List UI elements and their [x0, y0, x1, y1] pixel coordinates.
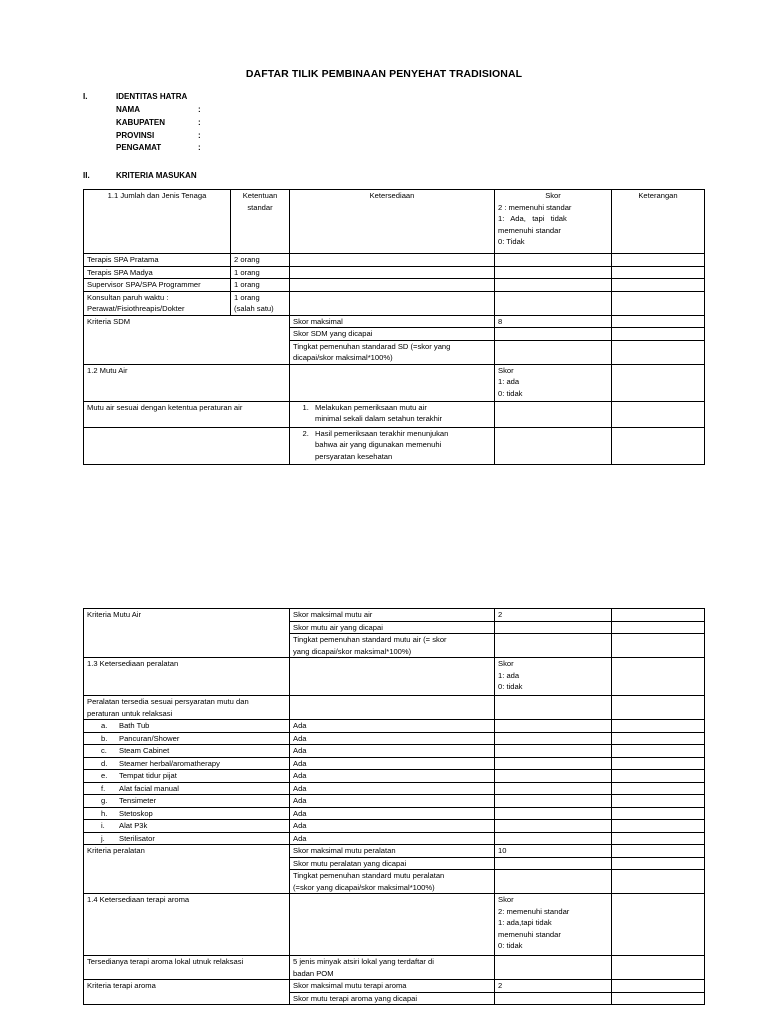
cell-equipment-status: Ada [290, 782, 495, 795]
item-letter: j. [101, 833, 105, 843]
item-letter: i. [101, 821, 105, 830]
field-label: PENGAMAT [116, 143, 162, 153]
cell-skor[interactable] [495, 820, 612, 833]
cell-keterangan[interactable] [612, 992, 705, 1005]
cell-skor-dicapai-label: Skor mutu terapi aroma yang dicapai [290, 992, 495, 1005]
cell-water-item-1 [290, 401, 495, 427]
table-row [84, 427, 705, 464]
cell-tingkat-pemenuhan [290, 340, 495, 364]
cell-keterangan[interactable] [612, 980, 705, 993]
cell-terapi-aroma-heading: 1.4 Ketersediaan terapi aroma [84, 894, 290, 956]
item-name: Steam Cabinet [119, 746, 170, 755]
item-letter: g. [101, 796, 108, 805]
table-row [84, 832, 705, 845]
table-row [84, 279, 705, 292]
cell-line: badan POM [293, 968, 334, 978]
cell-equipment-status: Ada [290, 807, 495, 820]
cell-skor[interactable] [495, 857, 612, 870]
cell-line: Skor [498, 659, 514, 668]
cell-keterangan[interactable] [612, 795, 705, 808]
cell-keterangan[interactable] [612, 757, 705, 770]
cell-line: 1: ada [498, 377, 520, 386]
header-ketentuan-standar [231, 190, 290, 254]
cell-line: dicapai/skor maksimal*100%) [293, 353, 393, 362]
cell-equipment-item [84, 720, 290, 733]
table-row [84, 956, 705, 980]
cell-skor-dicapai-label: Skor mutu peralatan yang dicapai [290, 857, 495, 870]
page-title: DAFTAR TILIK PEMBINAAN PENYEHAT TRADISIONAL [245, 68, 523, 80]
cell-equipment-item [84, 832, 290, 845]
cell-ketersediaan[interactable] [290, 266, 495, 279]
cell-terapi-aroma-availability [290, 956, 495, 980]
cell-line: Tingkat pemenuhan standarad SD (=skor yang [293, 341, 451, 351]
cell-line: Peralatan tersedia sesuai persyaratan mutu dan [87, 697, 249, 706]
cell-consultant-name [84, 291, 231, 315]
cell-keterangan[interactable] [612, 401, 705, 427]
cell-tingkat-pemenuhan [290, 634, 495, 658]
cell-ketersediaan[interactable] [290, 696, 495, 720]
field-label: KABUPATEN [116, 117, 166, 127]
cell-line: 1 orang [234, 292, 260, 302]
cell-terapi-aroma-requirement: Tersedianya terapi aroma lokal utnuk relaksasi [84, 956, 290, 980]
cell-ketersediaan[interactable] [290, 364, 495, 401]
cell-equipment-item [84, 820, 290, 833]
cell-keterangan[interactable] [612, 328, 705, 341]
cell-skor-maksimal-value: 10 [495, 845, 612, 858]
cell-staff-name: Supervisor SPA/SPA Programmer [84, 279, 231, 292]
table-row [84, 254, 705, 267]
table-row [84, 807, 705, 820]
cell-skor-maksimal-label: Skor maksimal mutu air [290, 609, 495, 622]
header-line: 0: Tidak [498, 237, 525, 246]
cell-equipment-item [84, 745, 290, 758]
cell-equipment-status: Ada [290, 732, 495, 745]
cell-line: Tingkat pemenuhan standard mutu peralatan [293, 871, 445, 880]
cell-consultant-std [231, 291, 290, 315]
cell-equipment-status: Ada [290, 820, 495, 833]
cell-line: (=skor yang dicapai/skor maksimal*100%) [293, 882, 435, 892]
item-letter: b. [101, 733, 108, 743]
cell-keterangan[interactable] [612, 427, 705, 464]
cell-keterangan[interactable] [612, 770, 705, 783]
cell-keterangan[interactable] [612, 720, 705, 733]
cell-keterangan[interactable] [612, 845, 705, 858]
cell-tingkat-pemenuhan [290, 870, 495, 894]
cell-keterangan[interactable] [612, 279, 705, 292]
table-row [84, 609, 705, 622]
table-row [84, 795, 705, 808]
cell-keterangan[interactable] [612, 340, 705, 364]
table-row [84, 732, 705, 745]
item-letter: h. [101, 808, 108, 818]
criteria-table-2 [83, 608, 705, 1005]
section-identity-heading [83, 92, 383, 104]
cell-skor-legend [495, 364, 612, 401]
cell-kriteria-terapi-aroma: Kriteria terapi aroma [84, 980, 290, 1005]
item-name: Steamer herbal/aromatherapy [119, 758, 220, 768]
cell-equipment-status: Ada [290, 832, 495, 845]
item-letter: e. [101, 771, 108, 780]
cell-line: minimal sekali dalam setahun terakhir [315, 414, 443, 423]
cell-line: memenuhi standar [498, 929, 561, 939]
cell-equipment-status: Ada [290, 745, 495, 758]
table-row [84, 266, 705, 279]
section-label: IDENTITAS HATRA [116, 92, 188, 101]
field-nama [116, 105, 216, 118]
header-keterangan: Keterangan [612, 190, 705, 254]
cell-staff-std: 1 orang [231, 279, 290, 292]
cell-keterangan[interactable] [612, 634, 705, 658]
cell-skor[interactable] [495, 696, 612, 720]
cell-skor[interactable] [495, 732, 612, 745]
field-label: NAMA [116, 105, 140, 114]
cell-line: 0: tidak [498, 941, 523, 950]
item-name: Stetoskop [119, 808, 153, 818]
item-letter: d. [101, 758, 108, 768]
cell-staff-name: Terapis SPA Madya [84, 266, 231, 279]
table-row [84, 980, 705, 993]
cell-keterangan[interactable] [612, 820, 705, 833]
cell-staff-name: Terapis SPA Pratama [84, 254, 231, 267]
cell-line: Skor [498, 895, 514, 904]
item-name: Sterilisator [119, 833, 155, 843]
cell-skor[interactable] [495, 291, 612, 315]
cell-line: 0: tidak [498, 388, 523, 398]
cell-skor[interactable] [495, 795, 612, 808]
cell-line: Konsultan paruh waktu : [87, 292, 169, 302]
cell-kriteria-peralatan: Kriteria peralatan [84, 845, 290, 894]
cell-skor[interactable] [495, 832, 612, 845]
cell-skor[interactable] [495, 266, 612, 279]
field-colon: : [198, 105, 201, 114]
cell-keterangan[interactable] [612, 315, 705, 328]
cell-skor[interactable] [495, 340, 612, 364]
table-row [84, 770, 705, 783]
cell-skor-maksimal-label: Skor maksimal mutu terapi aroma [290, 980, 495, 993]
cell-skor[interactable] [495, 720, 612, 733]
field-provinsi [116, 131, 216, 144]
header-line: memenuhi standar [498, 225, 561, 235]
cell-equipment-status: Ada [290, 720, 495, 733]
cell-keterangan[interactable] [612, 732, 705, 745]
field-colon: : [198, 130, 201, 140]
cell-equipment-item [84, 757, 290, 770]
table-row [84, 364, 705, 401]
cell-keterangan[interactable] [612, 254, 705, 267]
cell-skor[interactable] [495, 956, 612, 980]
cell-equipment-status: Ada [290, 770, 495, 783]
cell-skor-dicapai-label: Skor SDM yang dicapai [290, 328, 495, 341]
cell-skor-maksimal-label: Skor maksimal mutu peralatan [290, 845, 495, 858]
table-row [84, 401, 705, 427]
cell-skor-legend [495, 658, 612, 696]
cell-skor-maksimal-label: Skor maksimal [290, 315, 495, 328]
field-colon: : [198, 117, 201, 127]
cell-skor[interactable] [495, 328, 612, 341]
header-line: Skor [545, 191, 561, 200]
cell-kriteria-mutu-air: Kriteria Mutu Air [84, 609, 290, 658]
item-name: Bath Tub [119, 721, 150, 730]
item-letter: a. [101, 721, 108, 730]
cell-line: 1. Melakukan pemeriksaan mutu air [315, 402, 427, 412]
cell-staff-std: 2 orang [231, 254, 290, 267]
cell-ketersediaan[interactable] [290, 658, 495, 696]
cell-skor-maksimal-value: 2 [495, 980, 612, 993]
cell-skor[interactable] [495, 807, 612, 820]
item-name: Pancuran/Shower [119, 733, 180, 743]
cell-skor[interactable] [495, 782, 612, 795]
cell-keterangan[interactable] [612, 857, 705, 870]
table-row [84, 845, 705, 858]
cell-skor[interactable] [495, 770, 612, 783]
cell-skor-maksimal-value: 8 [495, 315, 612, 328]
cell-empty [84, 427, 290, 464]
cell-skor[interactable] [495, 870, 612, 894]
cell-skor[interactable] [495, 992, 612, 1005]
cell-keterangan[interactable] [612, 894, 705, 956]
header-line: 1: Ada, tapi tidak [498, 214, 567, 223]
field-pengamat [116, 143, 216, 156]
table-row [84, 291, 705, 315]
cell-keterangan[interactable] [612, 291, 705, 315]
cell-ketersediaan[interactable] [290, 291, 495, 315]
table-row [84, 315, 705, 328]
criteria-table-1 [83, 189, 705, 465]
cell-staff-std: 1 orang [231, 266, 290, 279]
cell-equipment-status: Ada [290, 795, 495, 808]
cell-line: Tingkat pemenuhan standard mutu air (= skor [293, 635, 447, 644]
table-header-row [84, 190, 705, 254]
cell-skor[interactable] [495, 401, 612, 427]
table-row [84, 782, 705, 795]
cell-equipment-item [84, 807, 290, 820]
cell-line: Skor [498, 365, 514, 375]
cell-ketersediaan[interactable] [290, 279, 495, 292]
cell-keterangan[interactable] [612, 956, 705, 980]
item-name: Tempat tidur pijat [119, 771, 177, 780]
cell-line: persyaratan kesehatan [315, 451, 393, 461]
cell-equipment-item [84, 795, 290, 808]
cell-kriteria-sdm: Kriteria SDM [84, 315, 290, 364]
cell-peralatan-heading: 1.3 Ketersediaan peralatan [84, 658, 290, 696]
cell-skor-legend [495, 894, 612, 956]
cell-ketersediaan[interactable] [290, 254, 495, 267]
cell-equipment-status: Ada [290, 757, 495, 770]
cell-skor[interactable] [495, 634, 612, 658]
header-line: Ketentuan [242, 191, 278, 200]
cell-skor[interactable] [495, 279, 612, 292]
cell-line: 1: ada,tapi tidak [498, 918, 552, 927]
cell-skor[interactable] [495, 254, 612, 267]
header-line: 2 : memenuhi standar [498, 202, 572, 212]
cell-line: 2: memenuhi standar [498, 906, 570, 916]
item-name: Tensimeter [119, 796, 157, 805]
item-letter: c. [101, 746, 107, 755]
identity-fields [116, 105, 216, 156]
section-number: I. [83, 92, 88, 101]
item-name: Alat facial manual [119, 783, 179, 793]
cell-water-item-2 [290, 427, 495, 464]
cell-line: (salah satu) [234, 304, 274, 313]
item-name: Alat P3k [119, 821, 148, 830]
cell-line: 5 jenis minyak atsiri lokal yang terdaftar di [293, 957, 434, 966]
cell-keterangan[interactable] [612, 745, 705, 758]
cell-skor[interactable] [495, 621, 612, 634]
cell-peralatan-requirement [84, 696, 290, 720]
cell-line: peraturan untuk relaksasi [87, 708, 173, 718]
section-criteria-heading [83, 171, 383, 183]
header-ketersediaan: Ketersediaan [290, 190, 495, 254]
table-row [84, 820, 705, 833]
cell-line: 2. Hasil pemeriksaan terakhir menunjukan [315, 428, 449, 438]
cell-mutu-air-heading: 1.2 Mutu Air [84, 364, 290, 401]
cell-line: 0: tidak [498, 682, 523, 691]
cell-line: yang dicapai/skor maksimal*100%) [293, 646, 412, 656]
cell-ketersediaan[interactable] [290, 894, 495, 956]
cell-mutu-air-requirement: Mutu air sesuai dengan ketentua peraturan air [84, 401, 290, 427]
item-letter: f. [101, 783, 106, 793]
section-label: KRITERIA MASUKAN [116, 171, 197, 180]
cell-keterangan[interactable] [612, 696, 705, 720]
field-label: PROVINSI [116, 130, 155, 140]
cell-keterangan[interactable] [612, 364, 705, 401]
cell-skor-maksimal-value: 2 [495, 609, 612, 622]
section-number: II. [83, 171, 90, 180]
cell-keterangan[interactable] [612, 658, 705, 696]
cell-line: Perawat/Fisiothreapis/Dokter [87, 304, 185, 313]
header-line: standar [247, 202, 273, 212]
cell-keterangan[interactable] [612, 870, 705, 894]
header-jumlah-jenis-tenaga: 1.1 Jumlah dan Jenis Tenaga [84, 190, 231, 254]
cell-skor[interactable] [495, 427, 612, 464]
table-row [84, 745, 705, 758]
cell-equipment-item [84, 770, 290, 783]
table-row [84, 894, 705, 956]
table-row [84, 757, 705, 770]
field-colon: : [198, 143, 201, 153]
cell-skor-dicapai-label: Skor mutu air yang dicapai [290, 621, 495, 634]
cell-keterangan[interactable] [612, 807, 705, 820]
cell-equipment-item [84, 782, 290, 795]
cell-line: bahwa air yang digunakan memenuhi [315, 440, 442, 449]
cell-keterangan[interactable] [612, 266, 705, 279]
field-kabupaten [116, 118, 216, 131]
cell-line: 1: ada [498, 670, 520, 680]
table-row [84, 658, 705, 696]
cell-equipment-item [84, 732, 290, 745]
cell-skor[interactable] [495, 745, 612, 758]
cell-keterangan[interactable] [612, 782, 705, 795]
table-row [84, 720, 705, 733]
table-row [84, 696, 705, 720]
header-skor [495, 190, 612, 254]
cell-keterangan[interactable] [612, 609, 705, 622]
cell-keterangan[interactable] [612, 832, 705, 845]
cell-keterangan[interactable] [612, 621, 705, 634]
cell-skor[interactable] [495, 757, 612, 770]
